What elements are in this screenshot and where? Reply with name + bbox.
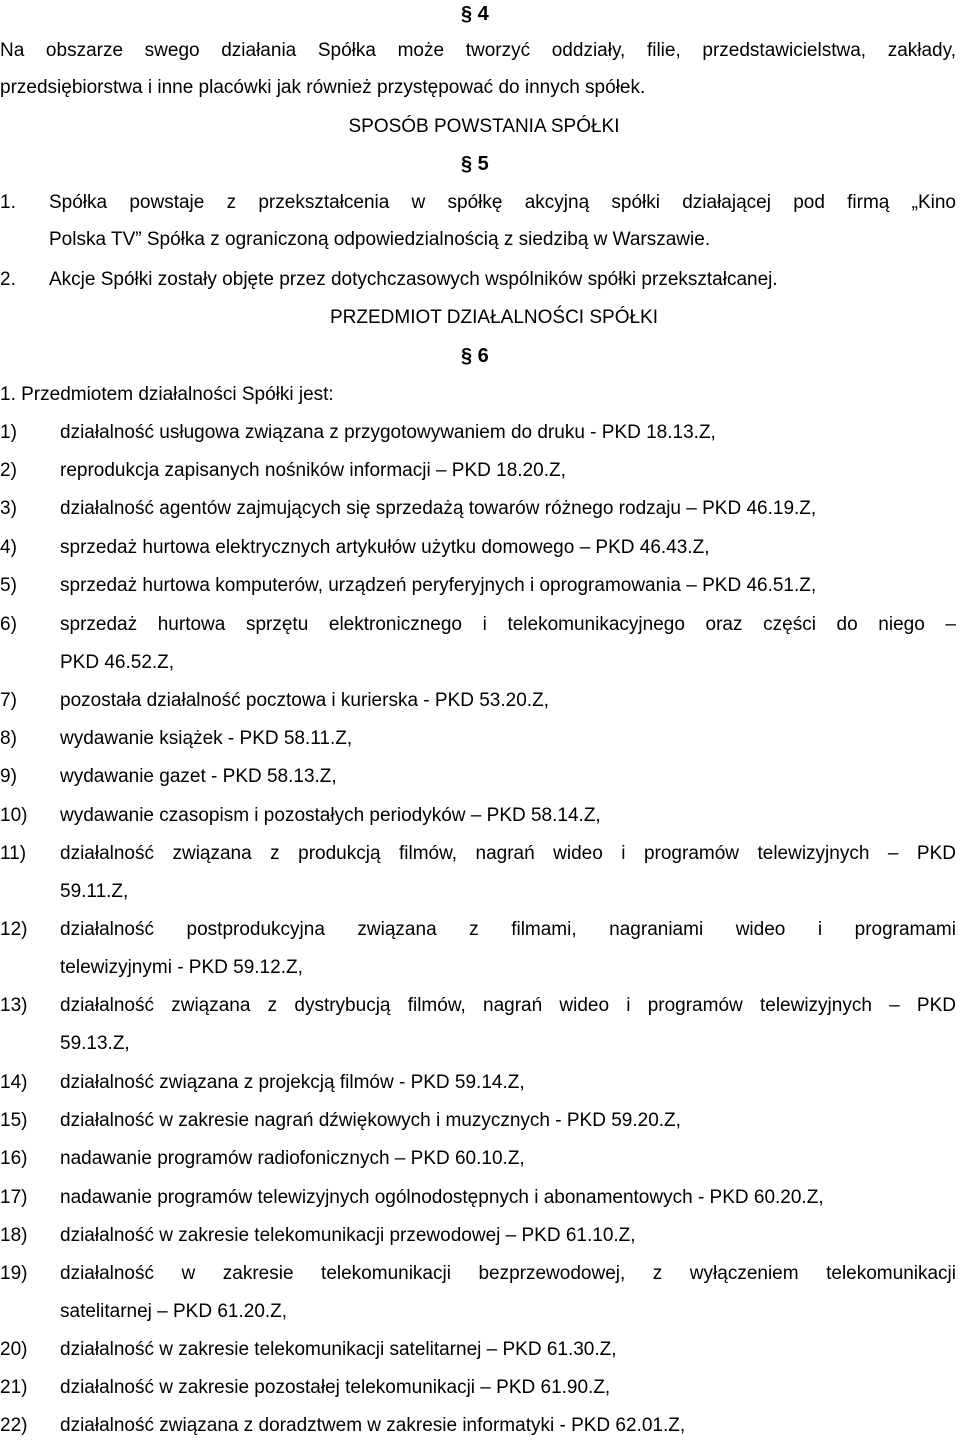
- list-item-text: reprodukcja zapisanych nośników informacji – PKD 18.20.Z,: [60, 460, 566, 481]
- list-item-text: działalność związana z produkcją filmów, nagrań wideo i programów telewizyjnych – PKD: [60, 843, 956, 864]
- section-mark-5: § 5: [461, 153, 489, 175]
- formation-paragraph-1-cont: Polska TV” Spółka z ograniczoną odpowiedzialnością z siedzibą w Warszawie.: [49, 229, 711, 250]
- intro-line-2: przedsiębiorstwa i inne placówki jak również przystępować do innych spółek.: [0, 77, 646, 98]
- list-item-number: 8): [0, 728, 17, 749]
- list-item-text: działalność związana z doradztwem w zakresie informatyki - PKD 62.01.Z,: [60, 1415, 686, 1436]
- list-item-text: działalność usługowa związana z przygotowywaniem do druku - PKD 18.13.Z,: [60, 422, 716, 443]
- list-item-text: działalność w zakresie nagrań dźwiękowych i muzycznych - PKD 59.20.Z,: [60, 1110, 681, 1131]
- list-item-number: 12): [0, 919, 28, 940]
- list-item-text: wydawanie czasopism i pozostałych periodyków – PKD 58.14.Z,: [60, 805, 601, 826]
- list-item-text: nadawanie programów radiofonicznych – PKD 60.10.Z,: [60, 1148, 525, 1169]
- list-item-text: wydawanie książek - PKD 58.11.Z,: [60, 728, 353, 749]
- list-item-number: 20): [0, 1339, 28, 1360]
- list-item-text: pozostała działalność pocztowa i kurierska - PKD 53.20.Z,: [60, 690, 549, 711]
- list-item-text: sprzedaż hurtowa komputerów, urządzeń peryferyjnych i oprogramowania – PKD 46.51.Z,: [60, 575, 817, 596]
- list-item-number: 14): [0, 1072, 28, 1093]
- list-item-text: działalność w zakresie telekomunikacji bezprzewodowej, z wyłączeniem telekomunikacji: [60, 1263, 956, 1284]
- paragraph-text: Akcje Spółki zostały objęte przez dotychczasowych wspólników spółki przekształcanej.: [49, 269, 778, 290]
- list-item-number: 17): [0, 1187, 28, 1208]
- list-item-text: działalność w zakresie telekomunikacji przewodowej – PKD 61.10.Z,: [60, 1225, 636, 1246]
- list-item-continuation: 59.13.Z,: [60, 1033, 130, 1054]
- list-item-text: działalność agentów zajmujących się sprzedażą towarów różnego rodzaju – PKD 46.19.Z,: [60, 498, 817, 519]
- list-item-text: działalność postprodukcyjna związana z filmami, nagraniami wideo i programami: [60, 919, 956, 940]
- list-item-text: sprzedaż hurtowa sprzętu elektronicznego i telekomunikacyjnego oraz części do niego –: [60, 614, 956, 635]
- list-item-number: 4): [0, 537, 17, 558]
- list-item-number: 21): [0, 1377, 28, 1398]
- list-item-continuation: satelitarnej – PKD 61.20.Z,: [60, 1301, 288, 1322]
- intro-line-1: Na obszarze swego działania Spółka może tworzyć oddziały, filie, przedstawicielstwa, zakłady,: [0, 40, 956, 61]
- list-item-number: 3): [0, 498, 17, 519]
- list-item-number: 10): [0, 805, 28, 826]
- list-item-number: 7): [0, 690, 17, 711]
- list-item-number: 1): [0, 422, 17, 443]
- list-item-number: 13): [0, 995, 28, 1016]
- list-item-number: 18): [0, 1225, 28, 1246]
- heading-formation: SPOSÓB POWSTANIA SPÓŁKI: [348, 116, 620, 137]
- paragraph-number: 2.: [0, 269, 16, 290]
- section-mark-4: § 4: [461, 3, 489, 25]
- list-item-number: 11): [0, 843, 27, 864]
- list-item-number: 2): [0, 460, 17, 481]
- list-item-number: 22): [0, 1415, 28, 1436]
- activity-intro: 1. Przedmiotem działalności Spółki jest:: [0, 384, 334, 405]
- list-item-number: 9): [0, 766, 17, 787]
- list-item-number: 16): [0, 1148, 28, 1169]
- list-item-text: działalność związana z dystrybucją filmów, nagrań wideo i programów telewizyjnych – PKD: [60, 995, 956, 1016]
- list-item-continuation: 59.11.Z,: [60, 881, 129, 902]
- list-item-text: działalność w zakresie pozostałej telekomunikacji – PKD 61.90.Z,: [60, 1377, 611, 1398]
- list-item-text: nadawanie programów telewizyjnych ogólnodostępnych i abonamentowych - PKD 60.20.Z,: [60, 1187, 824, 1208]
- list-item-number: 15): [0, 1110, 28, 1131]
- list-item-text: działalność w zakresie telekomunikacji satelitarnej – PKD 61.30.Z,: [60, 1339, 617, 1360]
- paragraph-text: Spółka powstaje z przekształcenia w spółkę akcyjną spółki działającej pod firmą „Kino: [49, 192, 956, 213]
- list-item-continuation: telewizyjnymi - PKD 59.12.Z,: [60, 957, 303, 978]
- list-item-continuation: PKD 46.52.Z,: [60, 652, 175, 673]
- list-item-text: sprzedaż hurtowa elektrycznych artykułów użytku domowego – PKD 46.43.Z,: [60, 537, 710, 558]
- list-item-text: działalność związana z projekcją filmów - PKD 59.14.Z,: [60, 1072, 525, 1093]
- section-mark-6: § 6: [461, 345, 489, 367]
- list-item-number: 5): [0, 575, 17, 596]
- list-item-number: 19): [0, 1263, 28, 1284]
- paragraph-number: 1.: [0, 192, 16, 213]
- list-item-text: wydawanie gazet - PKD 58.13.Z,: [60, 766, 337, 787]
- heading-activity: PRZEDMIOT DZIAŁALNOŚCI SPÓŁKI: [329, 307, 658, 328]
- list-item-number: 6): [0, 614, 17, 635]
